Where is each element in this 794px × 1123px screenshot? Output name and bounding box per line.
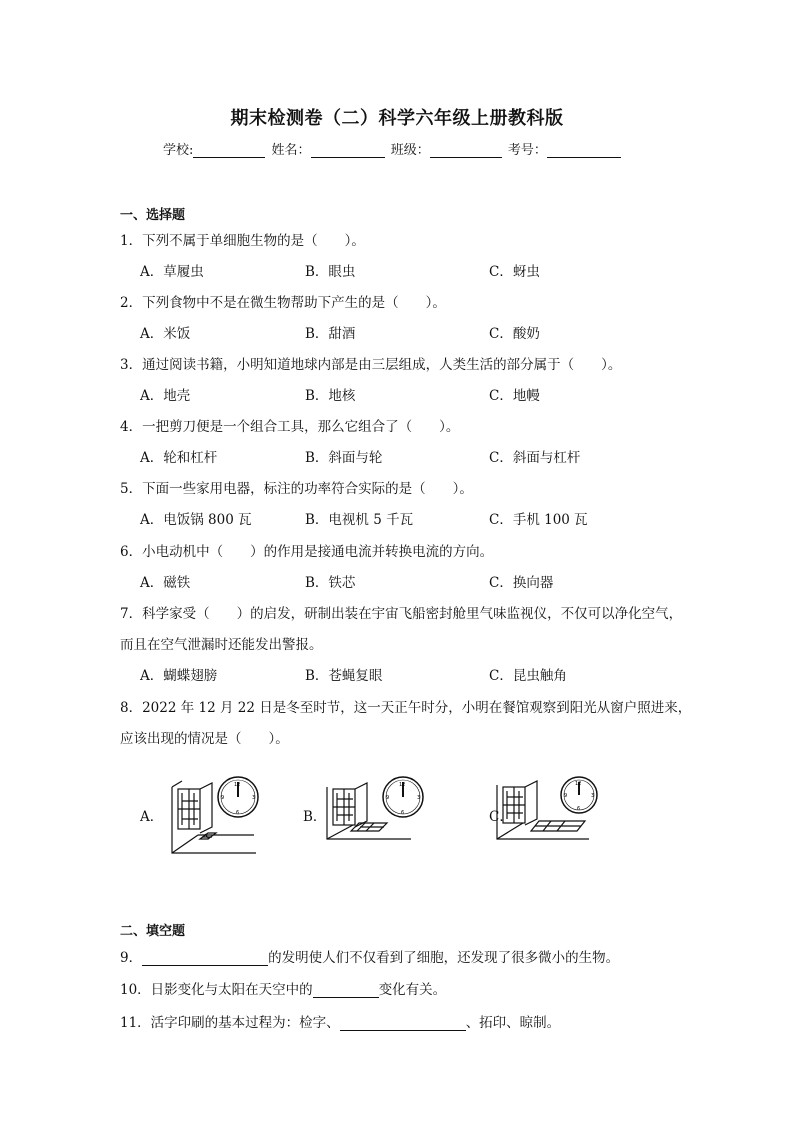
- option-7a[interactable]: A．蝴蝶翅膀: [140, 668, 218, 684]
- clock-icon-a: [218, 777, 258, 817]
- section-heading-choice: 一、选择题: [120, 208, 186, 223]
- window-sunlight-diagram-c: [493, 775, 603, 855]
- question-2: 2．下列食物中不是在微生物帮助下产生的是（ ）。: [120, 295, 446, 311]
- svg-text:3: 3: [417, 795, 421, 801]
- question-4: 4．一把剪刀便是一个组合工具，那么它组合了（ ）。: [120, 419, 460, 435]
- student-info-row: [163, 139, 623, 158]
- svg-text:6: 6: [401, 810, 405, 816]
- option-8a-label: A．: [140, 809, 164, 825]
- option-8c[interactable]: [489, 775, 619, 855]
- svg-text:3: 3: [591, 793, 595, 799]
- svg-text:6: 6: [236, 810, 240, 816]
- svg-text:9: 9: [386, 795, 390, 801]
- option-8b[interactable]: [303, 775, 438, 855]
- fill-11-text-before: 11．活字印刷的基本过程为：检字、: [120, 1015, 340, 1031]
- fill-9-text: 的发明使人们不仅看到了细胞，还发现了很多微小的生物。: [268, 950, 620, 966]
- option-3a[interactable]: A．地壳: [140, 388, 191, 404]
- question-8: 8．2022 年 12 月 22 日是冬至时节，这一天正午时分，小明在餐馆观察到阳光从窗户照进来，: [120, 700, 692, 716]
- window-sunlight-diagram-a: [168, 775, 278, 855]
- question-8-line2: 应该出现的情况是（ ）。: [120, 731, 289, 747]
- option-6a[interactable]: A．磁铁: [140, 575, 191, 591]
- question-1: 1．下列不属于单细胞生物的是（ ）。: [120, 233, 365, 249]
- svg-text:12: 12: [234, 782, 241, 788]
- option-7b[interactable]: B．苍蝇复眼: [305, 668, 383, 684]
- question-5: 5．下面一些家用电器，标注的功率符合实际的是（ ）。: [120, 481, 473, 497]
- option-1a[interactable]: A．草履虫: [140, 264, 204, 280]
- class-field[interactable]: [430, 143, 502, 158]
- svg-text:3: 3: [252, 795, 256, 801]
- question-6: 6．小电动机中（ ）的作用是接通电流并转换电流的方向。: [120, 544, 494, 560]
- option-2b[interactable]: B．甜酒: [305, 326, 356, 342]
- exam-number-label: 考号：: [507, 143, 547, 158]
- option-5c[interactable]: C．手机 100 瓦: [489, 512, 588, 528]
- option-8a[interactable]: [140, 775, 275, 855]
- fill-10-text-before: 10．日影变化与太阳在天空中的: [120, 982, 313, 998]
- option-1b[interactable]: B．眼虫: [305, 264, 356, 280]
- svg-text:9: 9: [221, 795, 225, 801]
- option-4a[interactable]: A．轮和杠杆: [140, 450, 218, 466]
- fill-question-10: [120, 978, 446, 998]
- svg-text:12: 12: [575, 781, 582, 787]
- page-title: 期末检测卷（二）科学六年级上册教科版: [230, 108, 564, 129]
- fill-question-9: [120, 946, 619, 966]
- option-3c[interactable]: C．地幔: [489, 388, 540, 404]
- option-8c-label: C．: [489, 809, 513, 825]
- question-7-line2: 而且在空气泄漏时还能发出警报。: [120, 637, 323, 653]
- clock-icon-b: [383, 777, 423, 817]
- option-4b[interactable]: B．斜面与轮: [305, 450, 383, 466]
- option-4c[interactable]: C．斜面与杠杆: [489, 450, 581, 466]
- fill-11-text-after: 、拓印、晾制。: [465, 1015, 561, 1031]
- question-7: 7．科学家受（ ）的启发，研制出装在宇宙飞船密封舱里气味监视仪，不仅可以净化空气，: [120, 606, 683, 622]
- fill-question-11: [120, 1011, 560, 1031]
- clock-icon-c: [561, 777, 597, 813]
- svg-text:9: 9: [564, 793, 568, 799]
- option-2c[interactable]: C．酸奶: [489, 326, 540, 342]
- option-8b-label: B．: [303, 809, 327, 825]
- fill-11-blank[interactable]: [340, 1016, 466, 1031]
- svg-text:12: 12: [399, 782, 406, 788]
- school-label: 学校:: [163, 143, 194, 158]
- fill-9-blank[interactable]: [142, 951, 268, 966]
- option-1c[interactable]: C．蚜虫: [489, 264, 540, 280]
- school-field[interactable]: [193, 143, 265, 158]
- name-field[interactable]: [311, 143, 385, 158]
- option-6b[interactable]: B．铁芯: [305, 575, 356, 591]
- question-3: 3．通过阅读书籍，小明知道地球内部是由三层组成，人类生活的部分属于（ ）。: [120, 357, 622, 373]
- window-sunlight-diagram-b: [323, 775, 433, 855]
- fill-10-text-after: 变化有关。: [378, 982, 447, 998]
- option-7c[interactable]: C．昆虫触角: [489, 668, 567, 684]
- fill-9-number: 9．: [120, 950, 143, 966]
- section-heading-fill: 二、填空题: [120, 924, 186, 939]
- class-label: 班级：: [390, 143, 430, 158]
- fill-10-blank[interactable]: [313, 983, 379, 998]
- exam-number-field[interactable]: [547, 143, 621, 158]
- option-3b[interactable]: B．地核: [305, 388, 356, 404]
- option-5a[interactable]: A．电饭锅 800 瓦: [140, 512, 252, 528]
- option-5b[interactable]: B．电视机 5 千瓦: [305, 512, 414, 528]
- svg-text:6: 6: [577, 806, 581, 812]
- option-6c[interactable]: C．换向器: [489, 575, 554, 591]
- option-2a[interactable]: A．米饭: [140, 326, 191, 342]
- name-label: 姓名：: [271, 143, 311, 158]
